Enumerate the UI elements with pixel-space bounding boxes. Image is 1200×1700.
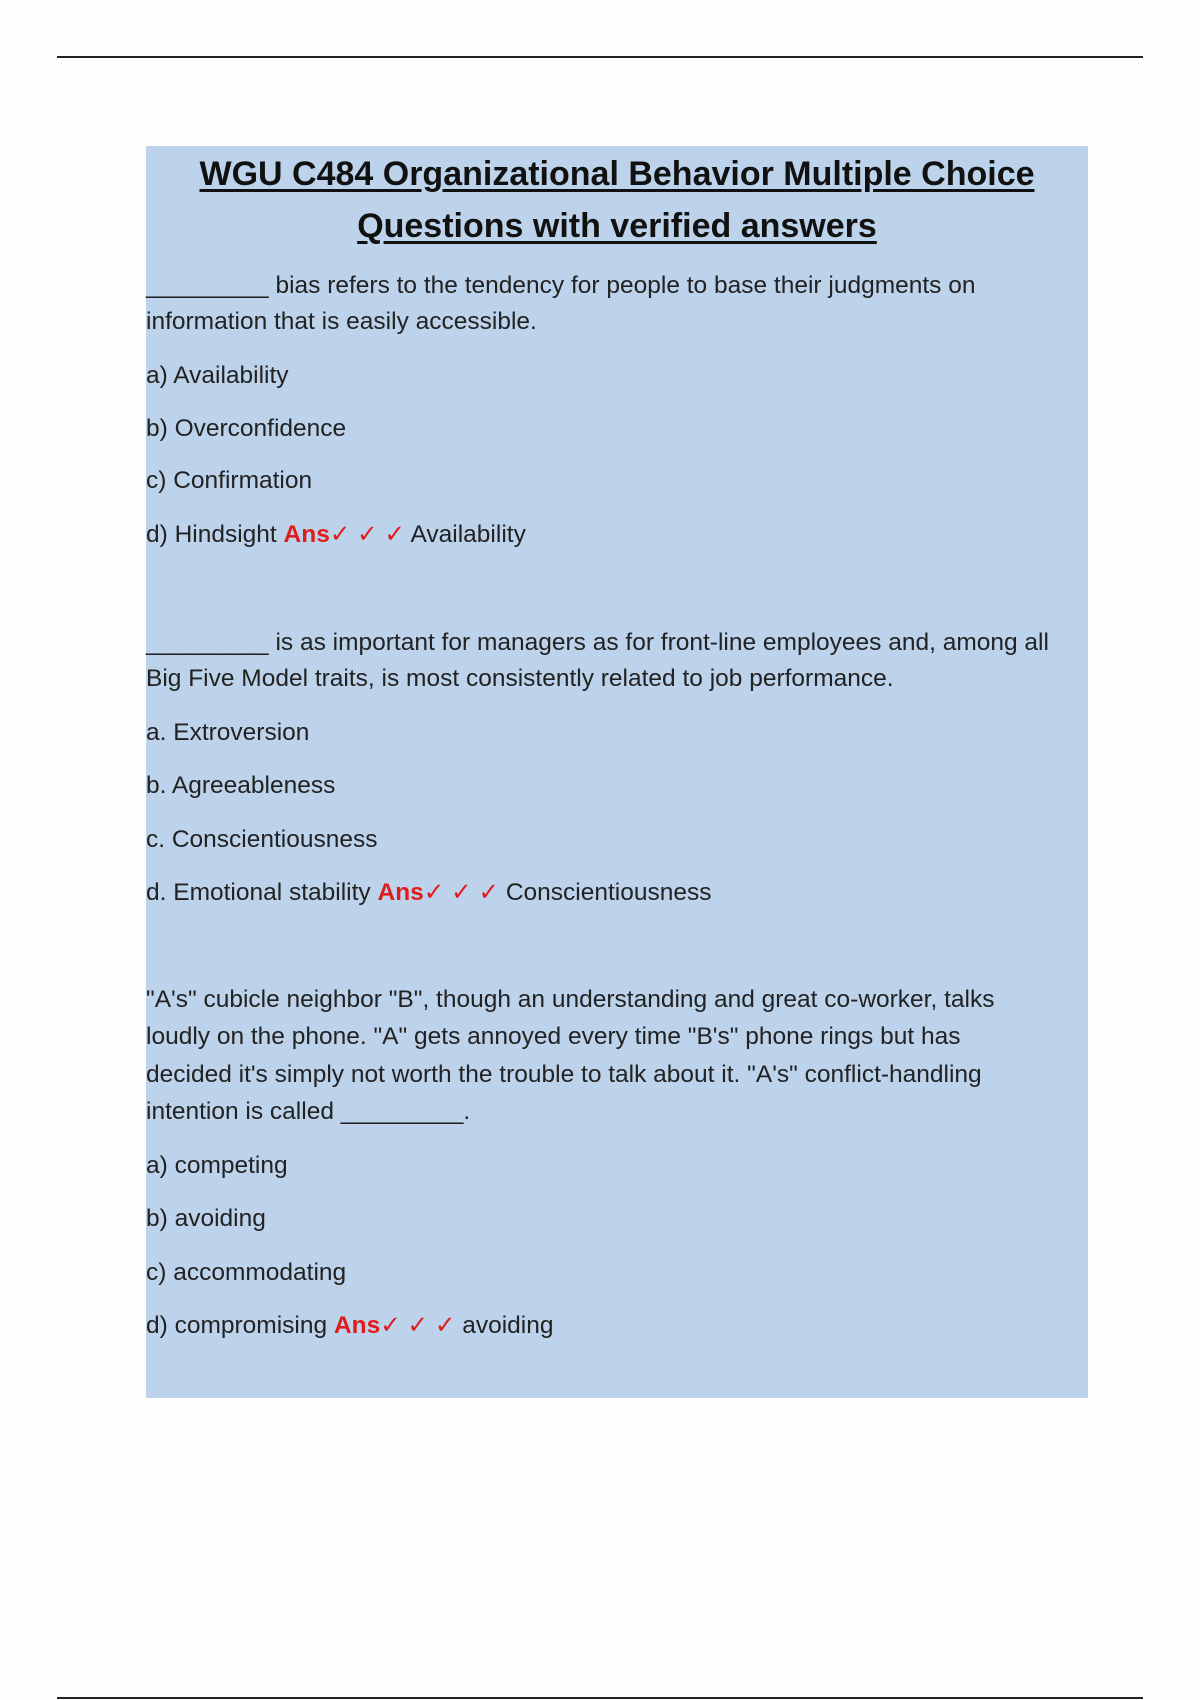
q2-stem-line-1: _________ is as important for managers as for front-line employees and, among all — [146, 629, 1049, 656]
title-line-1: WGU C484 Organizational Behavior Multiple Choice — [199, 155, 1035, 193]
q3-option-d-row — [146, 1308, 553, 1344]
q1-option-c: c) Confirmation — [146, 467, 313, 494]
q3-check-icons: ✓ ✓ ✓ — [380, 1312, 456, 1339]
q2-option-c: c. Conscientiousness — [146, 826, 378, 853]
title-line-2: Questions with verified answers — [357, 207, 877, 245]
q2-stem-line-2: Big Five Model traits, is most consistently related to job performance. — [146, 665, 894, 692]
q3-option-a: a) competing — [146, 1152, 288, 1179]
q1-option-d: d) Hindsight — [146, 521, 277, 548]
q1-stem-line-2: information that is easily accessible. — [146, 308, 537, 335]
q2-option-b: b. Agreeableness — [146, 772, 336, 799]
q3-option-d: d) compromising — [146, 1312, 328, 1339]
q3-stem-line-3: decided it's simply not worth the trouble to talk about it. "A's" conflict-handling — [146, 1061, 982, 1088]
q1-option-d-row — [146, 517, 526, 553]
q1-option-a: a) Availability — [146, 362, 289, 389]
q1-stem-line-1: _________ bias refers to the tendency for people to base their judgments on — [146, 272, 976, 299]
q2-answer-marker: Ans — [377, 879, 424, 906]
document-title — [146, 146, 1088, 252]
top-rule — [57, 56, 1143, 58]
q3-option-b: b) avoiding — [146, 1205, 266, 1232]
q3-stem-line-1: "A's" cubicle neighbor "B", though an understanding and great co-worker, talks — [146, 986, 995, 1013]
q2-option-d: d. Emotional stability — [146, 879, 371, 906]
q1-answer: Availability — [410, 521, 526, 548]
q3-stem-line-4: intention is called _________. — [146, 1098, 471, 1125]
q1-answer-marker: Ans — [283, 521, 330, 548]
bottom-rule — [57, 1697, 1143, 1699]
q3-answer-marker: Ans — [333, 1312, 381, 1339]
q2-option-a: a. Extroversion — [146, 719, 310, 746]
q1-option-b: b) Overconfidence — [146, 415, 347, 442]
q2-answer: Conscientiousness — [505, 879, 712, 906]
q2-option-d-row — [146, 875, 711, 911]
q1-check-icons: ✓ ✓ ✓ — [329, 521, 406, 548]
q2-check-icons: ✓ ✓ ✓ — [423, 879, 499, 906]
q3-answer: avoiding — [462, 1312, 554, 1339]
q3-stem-line-2: loudly on the phone. "A" gets annoyed every time "B's" phone rings but has — [146, 1023, 961, 1050]
q3-option-c: c) accommodating — [146, 1259, 347, 1286]
